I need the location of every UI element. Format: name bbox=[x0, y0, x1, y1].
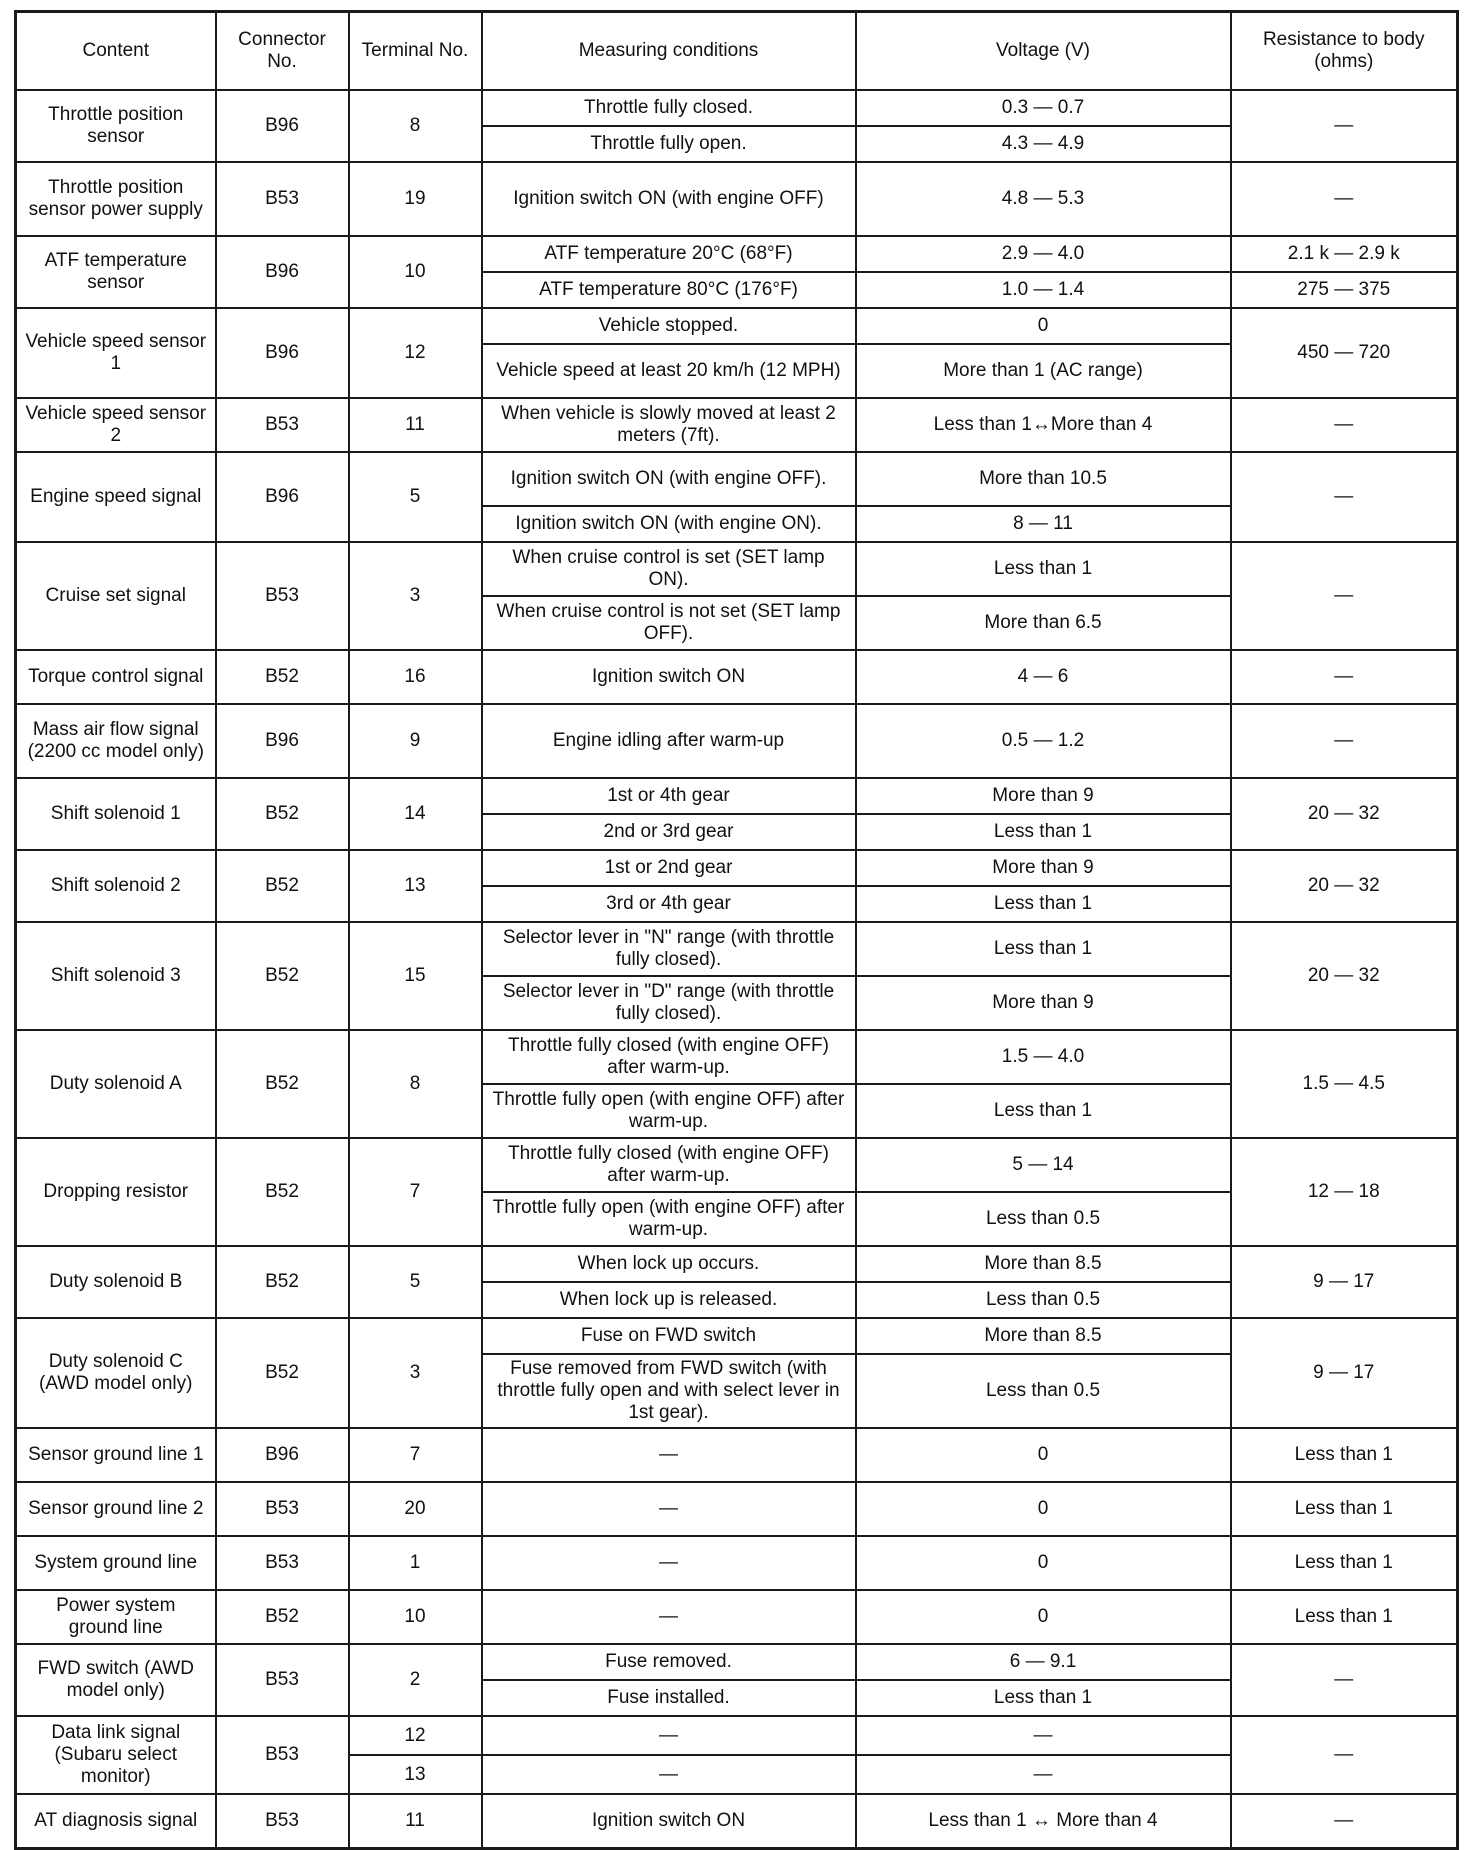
condition-cell: Vehicle speed at least 20 km/h (12 MPH) bbox=[482, 344, 856, 398]
table-row bbox=[16, 1716, 1458, 1755]
voltage-cell: Less than 1↔More than 4 bbox=[856, 398, 1231, 452]
spec-sheet bbox=[14, 10, 1456, 1850]
terminal-cell: 3 bbox=[349, 1318, 482, 1428]
content-cell: Cruise set signal bbox=[16, 542, 216, 650]
connector-cell: B52 bbox=[216, 1246, 349, 1318]
voltage-cell: More than 8.5 bbox=[856, 1318, 1231, 1354]
terminal-cell: 19 bbox=[349, 162, 482, 236]
terminal-spec-table bbox=[14, 10, 1459, 1850]
voltage-cell: 0 bbox=[856, 308, 1231, 344]
resistance-cell: — bbox=[1231, 1794, 1458, 1849]
connector-cell: B52 bbox=[216, 922, 349, 1030]
connector-cell: B52 bbox=[216, 1030, 349, 1138]
resistance-cell: 12 — 18 bbox=[1231, 1138, 1458, 1246]
terminal-cell: 2 bbox=[349, 1644, 482, 1716]
voltage-cell: Less than 1 ↔ More than 4 bbox=[856, 1794, 1231, 1849]
connector-cell: B53 bbox=[216, 1716, 349, 1794]
resistance-cell: 275 — 375 bbox=[1231, 272, 1458, 308]
connector-cell: B52 bbox=[216, 850, 349, 922]
voltage-cell: Less than 1 bbox=[856, 542, 1231, 596]
condition-cell: Throttle fully closed (with engine OFF) after warm-up. bbox=[482, 1138, 856, 1192]
terminal-cell: 9 bbox=[349, 704, 482, 778]
terminal-cell: 5 bbox=[349, 452, 482, 542]
condition-cell: 3rd or 4th gear bbox=[482, 886, 856, 922]
table-row bbox=[16, 1138, 1458, 1192]
condition-cell: — bbox=[482, 1482, 856, 1536]
table-row bbox=[16, 308, 1458, 344]
condition-cell: Ignition switch ON (with engine OFF). bbox=[482, 452, 856, 506]
resistance-cell: — bbox=[1231, 452, 1458, 542]
terminal-cell: 10 bbox=[349, 1590, 482, 1644]
content-cell: Duty solenoid C (AWD model only) bbox=[16, 1318, 216, 1428]
condition-cell: Ignition switch ON bbox=[482, 650, 856, 704]
table-row bbox=[16, 1482, 1458, 1536]
condition-cell: ATF temperature 20°C (68°F) bbox=[482, 236, 856, 272]
header-voltage: Voltage (V) bbox=[856, 12, 1231, 91]
resistance-cell: — bbox=[1231, 1644, 1458, 1716]
header-terminal-no: Terminal No. bbox=[349, 12, 482, 91]
condition-cell: Vehicle stopped. bbox=[482, 308, 856, 344]
connector-cell: B52 bbox=[216, 1318, 349, 1428]
condition-cell: — bbox=[482, 1428, 856, 1482]
condition-cell: When lock up occurs. bbox=[482, 1246, 856, 1282]
condition-cell: Fuse removed from FWD switch (with throttle fully open and with select lever in 1st gear). bbox=[482, 1354, 856, 1428]
condition-cell: When lock up is released. bbox=[482, 1282, 856, 1318]
header-connector-no: Connector No. bbox=[216, 12, 349, 91]
resistance-cell: — bbox=[1231, 90, 1458, 162]
voltage-cell: Less than 1 bbox=[856, 1084, 1231, 1138]
voltage-cell: 8 — 11 bbox=[856, 506, 1231, 542]
connector-cell: B53 bbox=[216, 1644, 349, 1716]
table-row bbox=[16, 704, 1458, 778]
header-resistance: Resistance to body (ohms) bbox=[1231, 12, 1458, 91]
terminal-cell: 11 bbox=[349, 398, 482, 452]
content-cell: Mass air flow signal (2200 cc model only) bbox=[16, 704, 216, 778]
resistance-cell: 450 — 720 bbox=[1231, 308, 1458, 398]
terminal-cell: 1 bbox=[349, 1536, 482, 1590]
resistance-cell: 20 — 32 bbox=[1231, 778, 1458, 850]
terminal-cell: 8 bbox=[349, 1030, 482, 1138]
terminal-cell: 15 bbox=[349, 922, 482, 1030]
table-row bbox=[16, 1246, 1458, 1282]
connector-cell: B53 bbox=[216, 1482, 349, 1536]
voltage-cell: 0 bbox=[856, 1536, 1231, 1590]
table-row bbox=[16, 1030, 1458, 1084]
header-measuring-conditions: Measuring conditions bbox=[482, 12, 856, 91]
table-row bbox=[16, 162, 1458, 236]
connector-cell: B96 bbox=[216, 308, 349, 398]
content-cell: Vehicle speed sensor 1 bbox=[16, 308, 216, 398]
terminal-cell: 13 bbox=[349, 850, 482, 922]
resistance-cell: — bbox=[1231, 542, 1458, 650]
table-row bbox=[16, 1644, 1458, 1680]
terminal-cell: 3 bbox=[349, 542, 482, 650]
terminal-cell: 12 bbox=[349, 308, 482, 398]
condition-cell: — bbox=[482, 1755, 856, 1794]
resistance-cell: 20 — 32 bbox=[1231, 922, 1458, 1030]
connector-cell: B53 bbox=[216, 542, 349, 650]
connector-cell: B96 bbox=[216, 704, 349, 778]
terminal-cell: 14 bbox=[349, 778, 482, 850]
table-row bbox=[16, 922, 1458, 976]
content-cell: Engine speed signal bbox=[16, 452, 216, 542]
voltage-cell: Less than 0.5 bbox=[856, 1282, 1231, 1318]
voltage-cell: More than 6.5 bbox=[856, 596, 1231, 650]
connector-cell: B96 bbox=[216, 1428, 349, 1482]
terminal-cell: 8 bbox=[349, 90, 482, 162]
resistance-cell: 1.5 — 4.5 bbox=[1231, 1030, 1458, 1138]
condition-cell: Throttle fully open (with engine OFF) after warm-up. bbox=[482, 1084, 856, 1138]
condition-cell: — bbox=[482, 1716, 856, 1755]
voltage-cell: 5 — 14 bbox=[856, 1138, 1231, 1192]
resistance-cell: — bbox=[1231, 704, 1458, 778]
table-row bbox=[16, 778, 1458, 814]
resistance-cell: 9 — 17 bbox=[1231, 1246, 1458, 1318]
content-cell: ATF temperature sensor bbox=[16, 236, 216, 308]
table-row bbox=[16, 90, 1458, 126]
table-row bbox=[16, 650, 1458, 704]
resistance-cell: 9 — 17 bbox=[1231, 1318, 1458, 1428]
terminal-cell: 13 bbox=[349, 1755, 482, 1794]
resistance-cell: Less than 1 bbox=[1231, 1482, 1458, 1536]
table-row bbox=[16, 1794, 1458, 1849]
voltage-cell: — bbox=[856, 1716, 1231, 1755]
voltage-cell: 0 bbox=[856, 1482, 1231, 1536]
connector-cell: B52 bbox=[216, 778, 349, 850]
condition-cell: Ignition switch ON bbox=[482, 1794, 856, 1849]
voltage-cell: 4.8 — 5.3 bbox=[856, 162, 1231, 236]
condition-cell: Engine idling after warm-up bbox=[482, 704, 856, 778]
header-content: Content bbox=[16, 12, 216, 91]
condition-cell: Throttle fully open (with engine OFF) after warm-up. bbox=[482, 1192, 856, 1246]
content-cell: Duty solenoid B bbox=[16, 1246, 216, 1318]
content-cell: Vehicle speed sensor 2 bbox=[16, 398, 216, 452]
connector-cell: B96 bbox=[216, 90, 349, 162]
resistance-cell: — bbox=[1231, 162, 1458, 236]
voltage-cell: Less than 0.5 bbox=[856, 1192, 1231, 1246]
connector-cell: B52 bbox=[216, 650, 349, 704]
voltage-cell: More than 9 bbox=[856, 976, 1231, 1030]
condition-cell: Throttle fully closed (with engine OFF) after warm-up. bbox=[482, 1030, 856, 1084]
terminal-cell: 5 bbox=[349, 1246, 482, 1318]
table-row bbox=[16, 236, 1458, 272]
condition-cell: Fuse removed. bbox=[482, 1644, 856, 1680]
voltage-cell: 0.5 — 1.2 bbox=[856, 704, 1231, 778]
resistance-cell: 20 — 32 bbox=[1231, 850, 1458, 922]
voltage-cell: 6 — 9.1 bbox=[856, 1644, 1231, 1680]
voltage-cell: Less than 1 bbox=[856, 922, 1231, 976]
resistance-cell: 2.1 k — 2.9 k bbox=[1231, 236, 1458, 272]
content-cell: Sensor ground line 1 bbox=[16, 1428, 216, 1482]
condition-cell: Fuse installed. bbox=[482, 1680, 856, 1716]
connector-cell: B53 bbox=[216, 398, 349, 452]
condition-cell: Fuse on FWD switch bbox=[482, 1318, 856, 1354]
connector-cell: B53 bbox=[216, 162, 349, 236]
voltage-cell: 1.0 — 1.4 bbox=[856, 272, 1231, 308]
content-cell: Shift solenoid 3 bbox=[16, 922, 216, 1030]
voltage-cell: More than 9 bbox=[856, 850, 1231, 886]
content-cell: Torque control signal bbox=[16, 650, 216, 704]
content-cell: System ground line bbox=[16, 1536, 216, 1590]
content-cell: Sensor ground line 2 bbox=[16, 1482, 216, 1536]
content-cell: Duty solenoid A bbox=[16, 1030, 216, 1138]
condition-cell: Throttle fully closed. bbox=[482, 90, 856, 126]
table-row bbox=[16, 452, 1458, 506]
voltage-cell: Less than 1 bbox=[856, 886, 1231, 922]
condition-cell: Ignition switch ON (with engine OFF) bbox=[482, 162, 856, 236]
table-row bbox=[16, 1536, 1458, 1590]
connector-cell: B53 bbox=[216, 1536, 349, 1590]
voltage-cell: 1.5 — 4.0 bbox=[856, 1030, 1231, 1084]
table-row bbox=[16, 1428, 1458, 1482]
content-cell: Data link signal (Subaru select monitor) bbox=[16, 1716, 216, 1794]
condition-cell: 1st or 2nd gear bbox=[482, 850, 856, 886]
voltage-cell: Less than 1 bbox=[856, 1680, 1231, 1716]
table-row bbox=[16, 542, 1458, 596]
terminal-cell: 10 bbox=[349, 236, 482, 308]
content-cell: Shift solenoid 2 bbox=[16, 850, 216, 922]
voltage-cell: More than 1 (AC range) bbox=[856, 344, 1231, 398]
content-cell: FWD switch (AWD model only) bbox=[16, 1644, 216, 1716]
condition-cell: 2nd or 3rd gear bbox=[482, 814, 856, 850]
condition-cell: — bbox=[482, 1536, 856, 1590]
content-cell: Throttle position sensor bbox=[16, 90, 216, 162]
connector-cell: B53 bbox=[216, 1794, 349, 1849]
table-row bbox=[16, 850, 1458, 886]
table-row bbox=[16, 1590, 1458, 1644]
voltage-cell: 4.3 — 4.9 bbox=[856, 126, 1231, 162]
content-cell: Power system ground line bbox=[16, 1590, 216, 1644]
terminal-cell: 16 bbox=[349, 650, 482, 704]
condition-cell: When vehicle is slowly moved at least 2 meters (7ft). bbox=[482, 398, 856, 452]
content-cell: Dropping resistor bbox=[16, 1138, 216, 1246]
voltage-cell: More than 9 bbox=[856, 778, 1231, 814]
connector-cell: B52 bbox=[216, 1590, 349, 1644]
voltage-cell: Less than 0.5 bbox=[856, 1354, 1231, 1428]
terminal-cell: 12 bbox=[349, 1716, 482, 1755]
connector-cell: B52 bbox=[216, 1138, 349, 1246]
voltage-cell: Less than 1 bbox=[856, 814, 1231, 850]
table-row bbox=[16, 398, 1458, 452]
voltage-cell: 0 bbox=[856, 1590, 1231, 1644]
table-body bbox=[16, 90, 1458, 1849]
voltage-cell: — bbox=[856, 1755, 1231, 1794]
header-row bbox=[16, 12, 1458, 91]
resistance-cell: Less than 1 bbox=[1231, 1590, 1458, 1644]
resistance-cell: — bbox=[1231, 650, 1458, 704]
voltage-cell: 0 bbox=[856, 1428, 1231, 1482]
terminal-cell: 7 bbox=[349, 1138, 482, 1246]
connector-cell: B96 bbox=[216, 452, 349, 542]
condition-cell: — bbox=[482, 1590, 856, 1644]
content-cell: Throttle position sensor power supply bbox=[16, 162, 216, 236]
condition-cell: When cruise control is not set (SET lamp OFF). bbox=[482, 596, 856, 650]
condition-cell: Selector lever in "N" range (with throttle fully closed). bbox=[482, 922, 856, 976]
condition-cell: Selector lever in "D" range (with throttle fully closed). bbox=[482, 976, 856, 1030]
resistance-cell: Less than 1 bbox=[1231, 1428, 1458, 1482]
voltage-cell: More than 8.5 bbox=[856, 1246, 1231, 1282]
condition-cell: ATF temperature 80°C (176°F) bbox=[482, 272, 856, 308]
terminal-cell: 7 bbox=[349, 1428, 482, 1482]
resistance-cell: — bbox=[1231, 1716, 1458, 1794]
condition-cell: 1st or 4th gear bbox=[482, 778, 856, 814]
content-cell: AT diagnosis signal bbox=[16, 1794, 216, 1849]
voltage-cell: More than 10.5 bbox=[856, 452, 1231, 506]
connector-cell: B96 bbox=[216, 236, 349, 308]
condition-cell: When cruise control is set (SET lamp ON). bbox=[482, 542, 856, 596]
terminal-cell: 11 bbox=[349, 1794, 482, 1849]
table-row bbox=[16, 1318, 1458, 1354]
voltage-cell: 0.3 — 0.7 bbox=[856, 90, 1231, 126]
terminal-cell: 20 bbox=[349, 1482, 482, 1536]
content-cell: Shift solenoid 1 bbox=[16, 778, 216, 850]
voltage-cell: 2.9 — 4.0 bbox=[856, 236, 1231, 272]
voltage-cell: 4 — 6 bbox=[856, 650, 1231, 704]
resistance-cell: — bbox=[1231, 398, 1458, 452]
resistance-cell: Less than 1 bbox=[1231, 1536, 1458, 1590]
condition-cell: Throttle fully open. bbox=[482, 126, 856, 162]
condition-cell: Ignition switch ON (with engine ON). bbox=[482, 506, 856, 542]
